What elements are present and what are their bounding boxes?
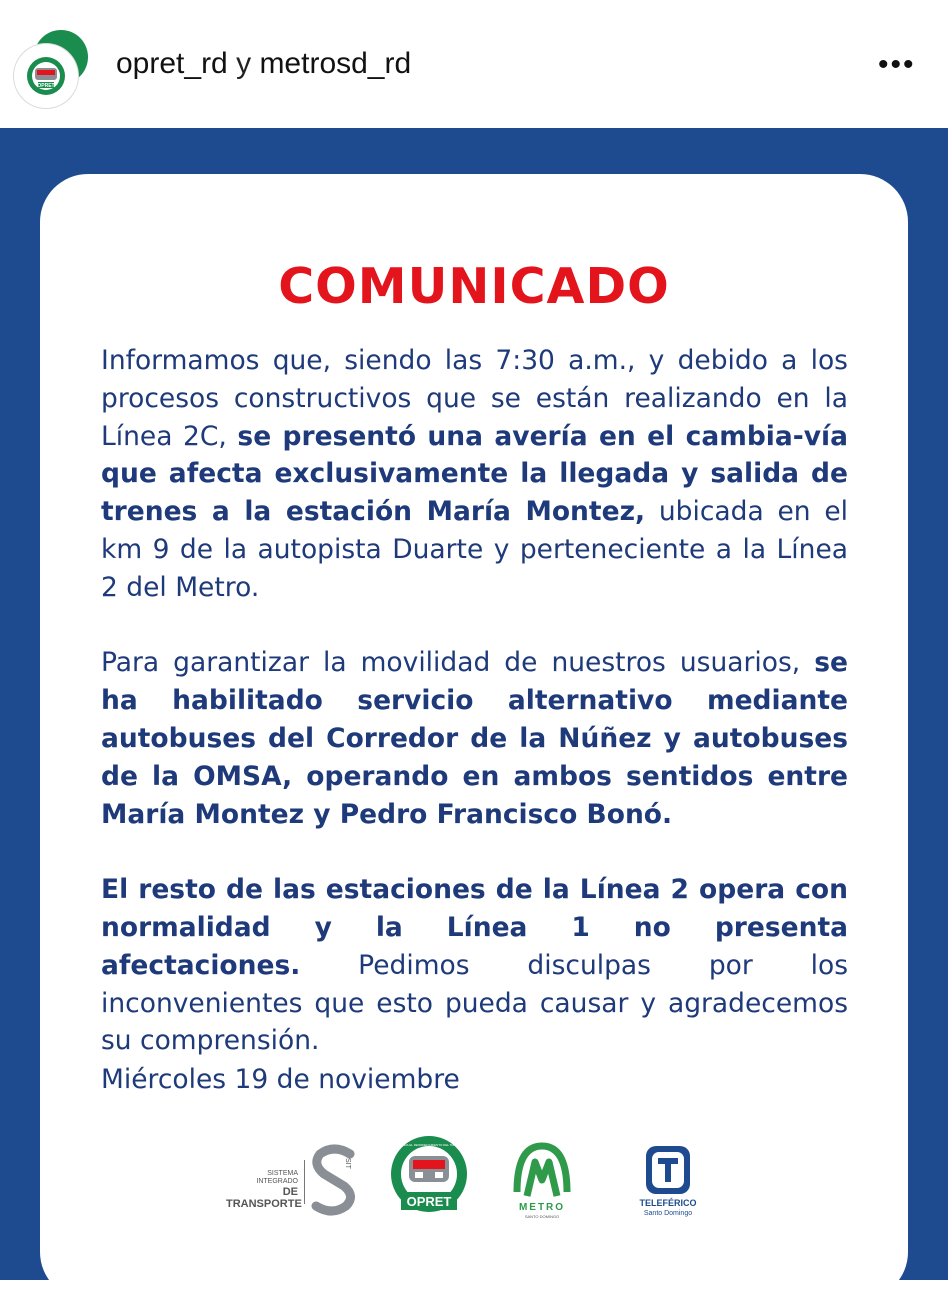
p2-bold: se ha habilitado servicio alternativo mediante autobuses del Corredor de la Núñez y autobuses de la OMSA, operando en ambos sentidos entre María Montez y Pedro Francisco Bonó.	[101, 647, 848, 830]
announcement-body	[101, 342, 848, 1098]
teleferico-emblem-icon	[628, 1144, 708, 1218]
logo-strip	[226, 1134, 726, 1224]
metro-subtitle: SANTO DOMINGO	[524, 1214, 560, 1219]
p1-bold: se presentó una avería en el cambia-vía que afecta exclusivamente la llegada y salida de trenes a la estación María Montez,	[101, 420, 848, 528]
sit-mark: SIT	[344, 1158, 351, 1169]
account-names	[116, 47, 411, 81]
paragraph-2	[101, 644, 848, 833]
account-link-metro[interactable]: metrosd_rd	[259, 47, 412, 80]
teleferico-wordmark: TELEFÉRICO	[639, 1198, 697, 1208]
opret-logo-icon	[26, 56, 66, 96]
paragraph-1	[101, 342, 848, 607]
announcement-title: COMUNICADO	[278, 258, 670, 315]
sit-label-1: SISTEMA INTEGRADO	[256, 1170, 298, 1185]
collab-avatars[interactable]	[14, 30, 90, 106]
account-joiner: y	[236, 47, 252, 80]
metro-logo	[511, 1140, 573, 1220]
p3-regular: Pedimos disculpas por los inconvenientes que esto pueda causar y agradecemos su comprensión.	[101, 949, 848, 1057]
opret-wordmark: OPRET	[406, 1194, 452, 1209]
sit-logo	[226, 1144, 356, 1214]
p1-regular-b: ubicada en el km 9 de la autopista Duarte y perteneciente a la Línea 2 del Metro.	[101, 496, 848, 603]
opret-logo	[389, 1134, 469, 1220]
sit-divider	[304, 1160, 305, 1204]
more-options-icon[interactable]: •••	[878, 48, 916, 81]
p2-regular: Para garantizar la movilidad de nuestros usuarios,	[101, 647, 815, 679]
p3-bold: El resto de las estaciones de la Línea 2 opera con normalidad y la Línea 1 no presenta afectaciones.	[101, 874, 848, 981]
post-header	[0, 0, 948, 128]
post-image	[0, 128, 948, 1280]
announcement-card	[40, 174, 908, 1300]
teleferico-subtitle: Santo Domingo	[643, 1210, 693, 1217]
metro-emblem-icon	[511, 1140, 573, 1220]
teleferico-logo	[628, 1144, 708, 1218]
announcement-date: Miércoles 19 de noviembre	[101, 1064, 460, 1095]
svg-text:OPRET: OPRET	[37, 83, 55, 89]
p1-regular-a: Informamos que, siendo las 7:30 a.m., y debido a los procesos constructivos que se están realizando en la Línea 2C,	[101, 345, 848, 452]
opret-emblem-icon	[389, 1134, 469, 1220]
account-link-opret[interactable]: opret_rd	[116, 47, 228, 80]
paragraph-3	[101, 871, 848, 1060]
sit-s-icon	[310, 1144, 358, 1216]
metro-wordmark: METRO	[518, 1202, 566, 1213]
opret-ring-text: OFICINA PARA EL REORDENAMIENTO DEL TRANSPORTE	[389, 1143, 469, 1147]
sit-label-2: DE TRANSPORTE	[226, 1186, 302, 1210]
opret-avatar[interactable]	[14, 44, 78, 108]
